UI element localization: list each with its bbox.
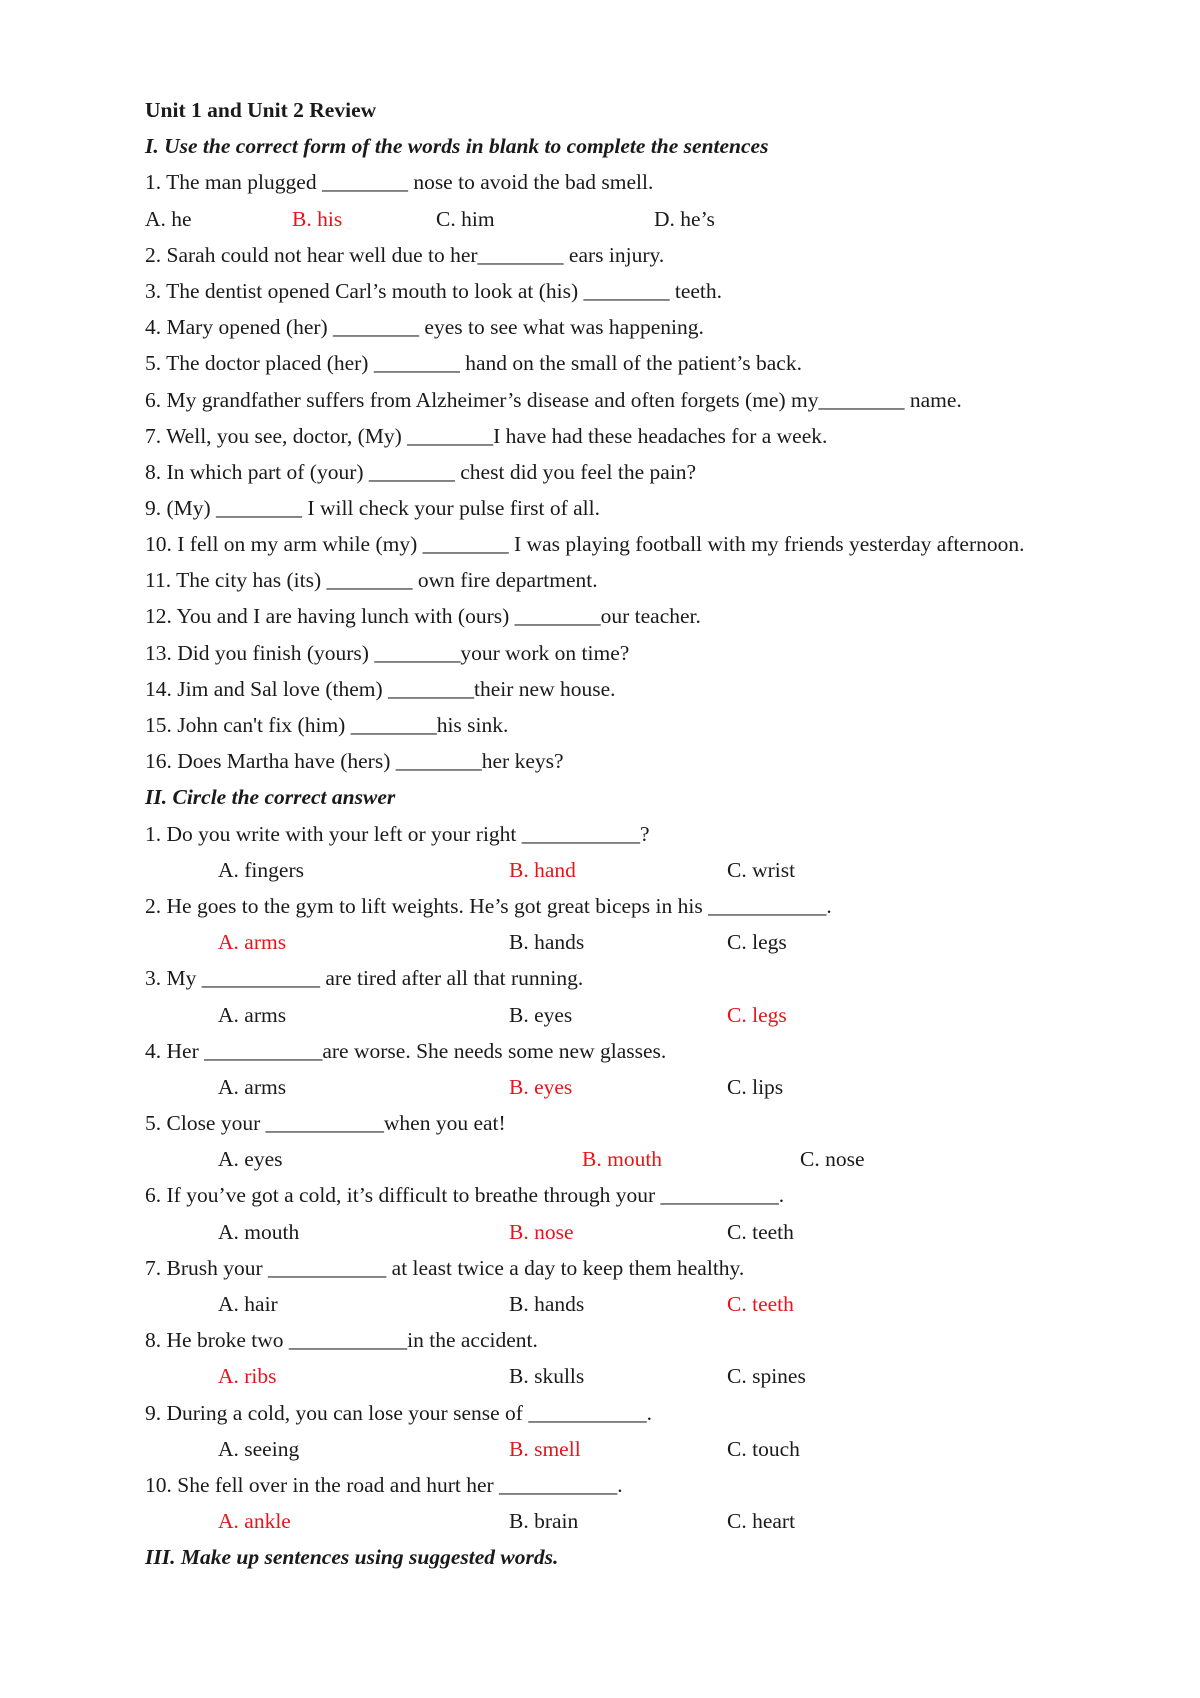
option-a[interactable]: A. fingers xyxy=(218,857,304,882)
option-c[interactable]: C. lips xyxy=(727,1074,784,1099)
option-b-answer[interactable]: B. his xyxy=(292,206,343,231)
section-1-heading: I. Use the correct form of the words in blank to complete the sentences xyxy=(145,134,769,159)
s1-question-9: 9. (My) ________ I will check your pulse first of all. xyxy=(145,496,600,521)
s2-question-5-options xyxy=(145,1141,1120,1177)
s2-question-3-options xyxy=(145,997,1120,1033)
option-a[interactable]: A. hair xyxy=(218,1292,278,1316)
s2-question-3: 3. My ___________ are tired after all that running. xyxy=(145,966,584,991)
section-2-questions xyxy=(145,816,1120,1540)
s2-question-2-options xyxy=(145,924,1120,960)
option-b[interactable]: B. hands xyxy=(509,930,585,955)
s1-question-5: 5. The doctor placed (her) ________ hand on the small of the patient’s back. xyxy=(145,351,802,376)
option-a-answer[interactable]: A. ankle xyxy=(218,1509,291,1534)
option-b-answer[interactable]: B. hand xyxy=(509,857,576,882)
option-c[interactable]: C. touch xyxy=(727,1436,800,1461)
section-2-heading: II. Circle the correct answer xyxy=(145,785,396,810)
s2-question-9-options xyxy=(145,1431,1120,1467)
option-a-answer[interactable]: A. arms xyxy=(218,930,287,955)
document xyxy=(145,92,1120,1576)
s2-question-5: 5. Close your ___________when you eat! xyxy=(145,1111,506,1136)
page-title: Unit 1 and Unit 2 Review xyxy=(145,98,377,122)
option-c[interactable]: C. him xyxy=(436,206,495,231)
s2-question-4: 4. Her ___________are worse. She needs some new glasses. xyxy=(145,1038,667,1063)
s2-question-1-options xyxy=(145,852,1120,888)
s2-question-7: 7. Brush your ___________ at least twice a day to keep them healthy. xyxy=(145,1255,745,1280)
s1-question-15: 15. John can't fix (him) ________his sink. xyxy=(145,713,509,737)
s2-question-1: 1. Do you write with your left or your right ___________? xyxy=(145,821,650,846)
option-c-answer[interactable]: C. legs xyxy=(727,1002,787,1027)
s2-question-9: 9. During a cold, you can lose your sense of ___________. xyxy=(145,1400,652,1425)
option-a[interactable]: A. mouth xyxy=(218,1219,300,1244)
s2-question-2: 2. He goes to the gym to lift weights. He’s got great biceps in his ___________. xyxy=(145,893,832,918)
section-3-heading: III. Make up sentences using suggested words. xyxy=(145,1545,559,1570)
s1-question-13: 13. Did you finish (yours) ________your work on time? xyxy=(145,640,630,665)
option-b-answer[interactable]: B. mouth xyxy=(582,1147,663,1172)
s2-question-8-options xyxy=(145,1358,1120,1394)
option-c-answer[interactable]: C. teeth xyxy=(727,1292,794,1316)
s2-question-6: 6. If you’ve got a cold, it’s difficult to breathe through your ___________. xyxy=(145,1183,785,1208)
option-c[interactable]: C. legs xyxy=(727,930,787,955)
s1-question-2: 2. Sarah could not hear well due to her________ ears injury. xyxy=(145,242,665,267)
option-d[interactable]: D. he’s xyxy=(654,206,715,231)
s1-question-10: 10. I fell on my arm while (my) ________ I was playing football with my friends yesterday afternoon. xyxy=(145,532,1025,557)
s2-question-8: 8. He broke two ___________in the accident. xyxy=(145,1328,538,1353)
s1-question-4: 4. Mary opened (her) ________ eyes to see what was happening. xyxy=(145,315,704,340)
s1-question-8: 8. In which part of (your) ________ chest did you feel the pain? xyxy=(145,459,697,484)
option-a[interactable]: A. arms xyxy=(218,1074,287,1099)
option-c[interactable]: C. teeth xyxy=(727,1219,794,1244)
option-a-answer[interactable]: A. ribs xyxy=(218,1364,277,1389)
s1-question-7: 7. Well, you see, doctor, (My) ________I have had these headaches for a week. xyxy=(145,423,828,448)
option-a[interactable]: A. seeing xyxy=(218,1436,300,1461)
s1-question-12: 12. You and I are having lunch with (ours) ________our teacher. xyxy=(145,604,701,629)
option-b[interactable]: B. eyes xyxy=(509,1002,573,1027)
s2-question-4-options xyxy=(145,1069,1120,1105)
s1-question-6: 6. My grandfather suffers from Alzheimer’s disease and often forgets (me) my________ name. xyxy=(145,387,962,412)
option-c[interactable]: C. spines xyxy=(727,1364,806,1389)
s1-question-16: 16. Does Martha have (hers) ________her keys? xyxy=(145,749,564,774)
s1-question-3: 3. The dentist opened Carl’s mouth to look at (his) ________ teeth. xyxy=(145,278,723,303)
option-c[interactable]: C. heart xyxy=(727,1509,796,1534)
option-b[interactable]: B. hands xyxy=(509,1292,585,1316)
s1-question-11: 11. The city has (its) ________ own fire department. xyxy=(145,568,598,593)
option-a[interactable]: A. arms xyxy=(218,1002,287,1027)
s2-question-10-options xyxy=(145,1503,1120,1539)
option-b-answer[interactable]: B. smell xyxy=(509,1436,581,1461)
option-a[interactable]: A. eyes xyxy=(218,1147,283,1172)
option-a[interactable]: A. he xyxy=(145,206,192,231)
option-b[interactable]: B. brain xyxy=(509,1509,579,1534)
s1-question-14: 14. Jim and Sal love (them) ________their new house. xyxy=(145,676,616,701)
s2-question-7-options xyxy=(145,1286,1120,1322)
s2-question-6-options xyxy=(145,1214,1120,1250)
option-b-answer[interactable]: B. eyes xyxy=(509,1074,573,1099)
s1-question-1: 1. The man plugged ________ nose to avoid the bad smell. xyxy=(145,170,654,195)
option-c[interactable]: C. wrist xyxy=(727,857,796,882)
option-b[interactable]: B. skulls xyxy=(509,1364,585,1389)
s1-question-1-options xyxy=(145,201,1120,237)
option-b-answer[interactable]: B. nose xyxy=(509,1219,574,1244)
s2-question-10: 10. She fell over in the road and hurt her ___________. xyxy=(145,1472,623,1497)
option-c[interactable]: C. nose xyxy=(800,1147,865,1172)
